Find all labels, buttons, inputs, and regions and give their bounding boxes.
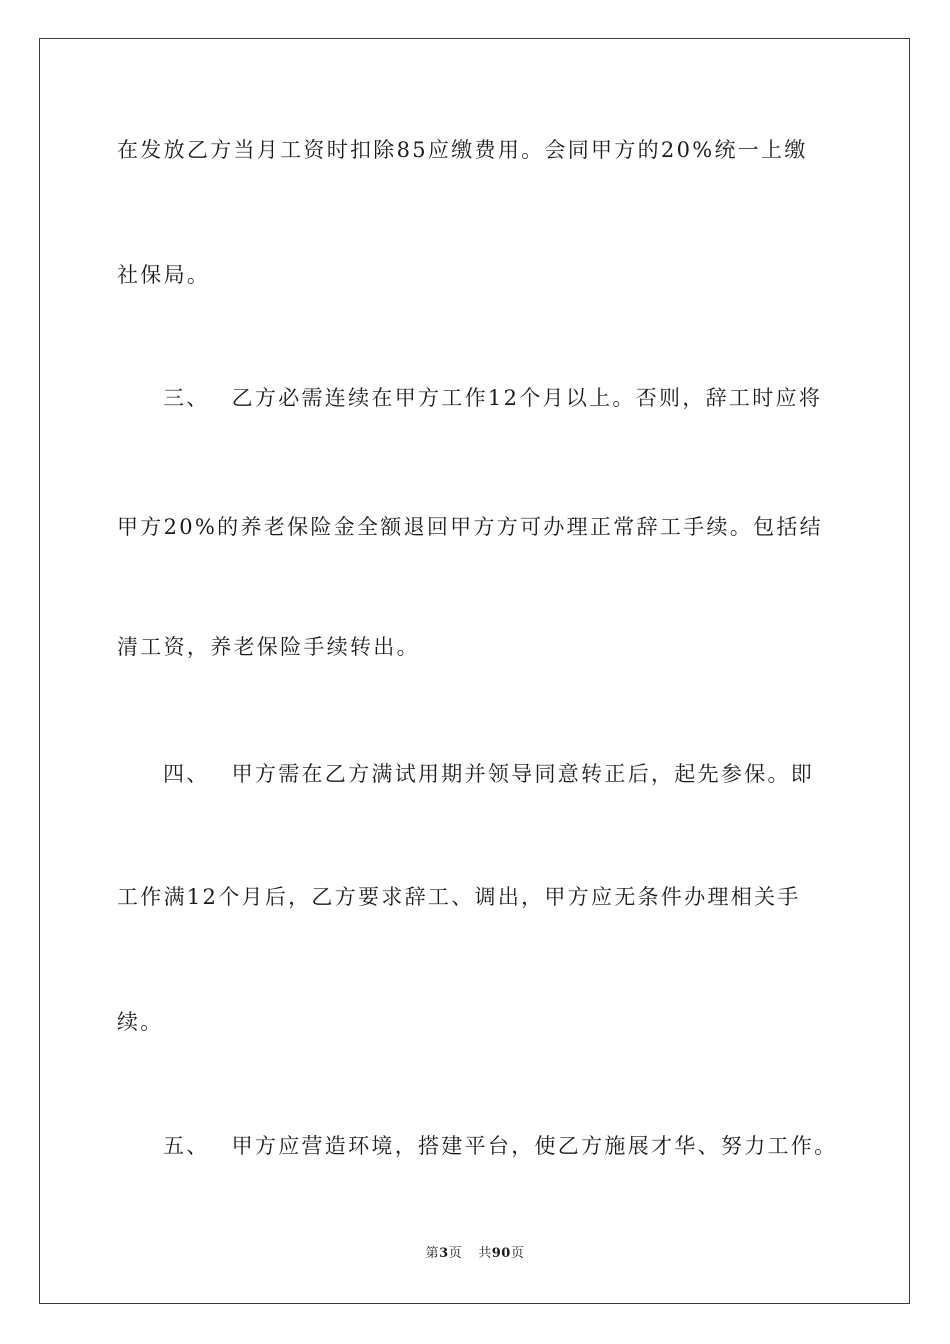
clause-4-text: 甲方需在乙方满试用期并领导同意转正后，起先参保。即 (231, 762, 815, 786)
text-line-1: 在发放乙方当月工资时扣除85应缴费用。会同甲方的20%统一上缴 (117, 138, 808, 162)
page-total: 90 (491, 1246, 511, 1261)
page-prefix: 第 (425, 1246, 440, 1261)
page-number: 3 (439, 1246, 449, 1261)
text-line-2: 社保局。 (117, 263, 211, 287)
clause-5-text: 甲方应营造环境，搭建平台，使乙方施展才华、努力工作。 (231, 1134, 838, 1158)
clause-5-line (163, 1132, 879, 1160)
text-line-7: 工作满12个月后，乙方要求辞工、调出，甲方应无条件办理相关手 (117, 885, 801, 909)
clause-marker-4: 四、 (163, 762, 210, 786)
page-footer (0, 1245, 950, 1263)
page-border (39, 38, 910, 1304)
clause-3-text: 乙方必需连续在甲方工作12个月以上。否则，辞工时应将 (231, 386, 823, 410)
page-suffix: 页 (448, 1246, 463, 1261)
text-line-8: 续。 (117, 1010, 164, 1034)
text-line-4: 甲方20%的养老保险金全额退回甲方方可办理正常辞工手续。包括结 (117, 515, 823, 539)
clause-marker-5: 五、 (163, 1134, 210, 1158)
total-suffix: 页 (510, 1246, 525, 1261)
total-prefix: 共 (478, 1246, 492, 1261)
clause-marker-3: 三、 (163, 386, 210, 410)
clause-3-line (163, 384, 879, 412)
clause-4-line (163, 760, 879, 788)
text-line-5: 清工资，养老保险手续转出。 (117, 635, 420, 659)
